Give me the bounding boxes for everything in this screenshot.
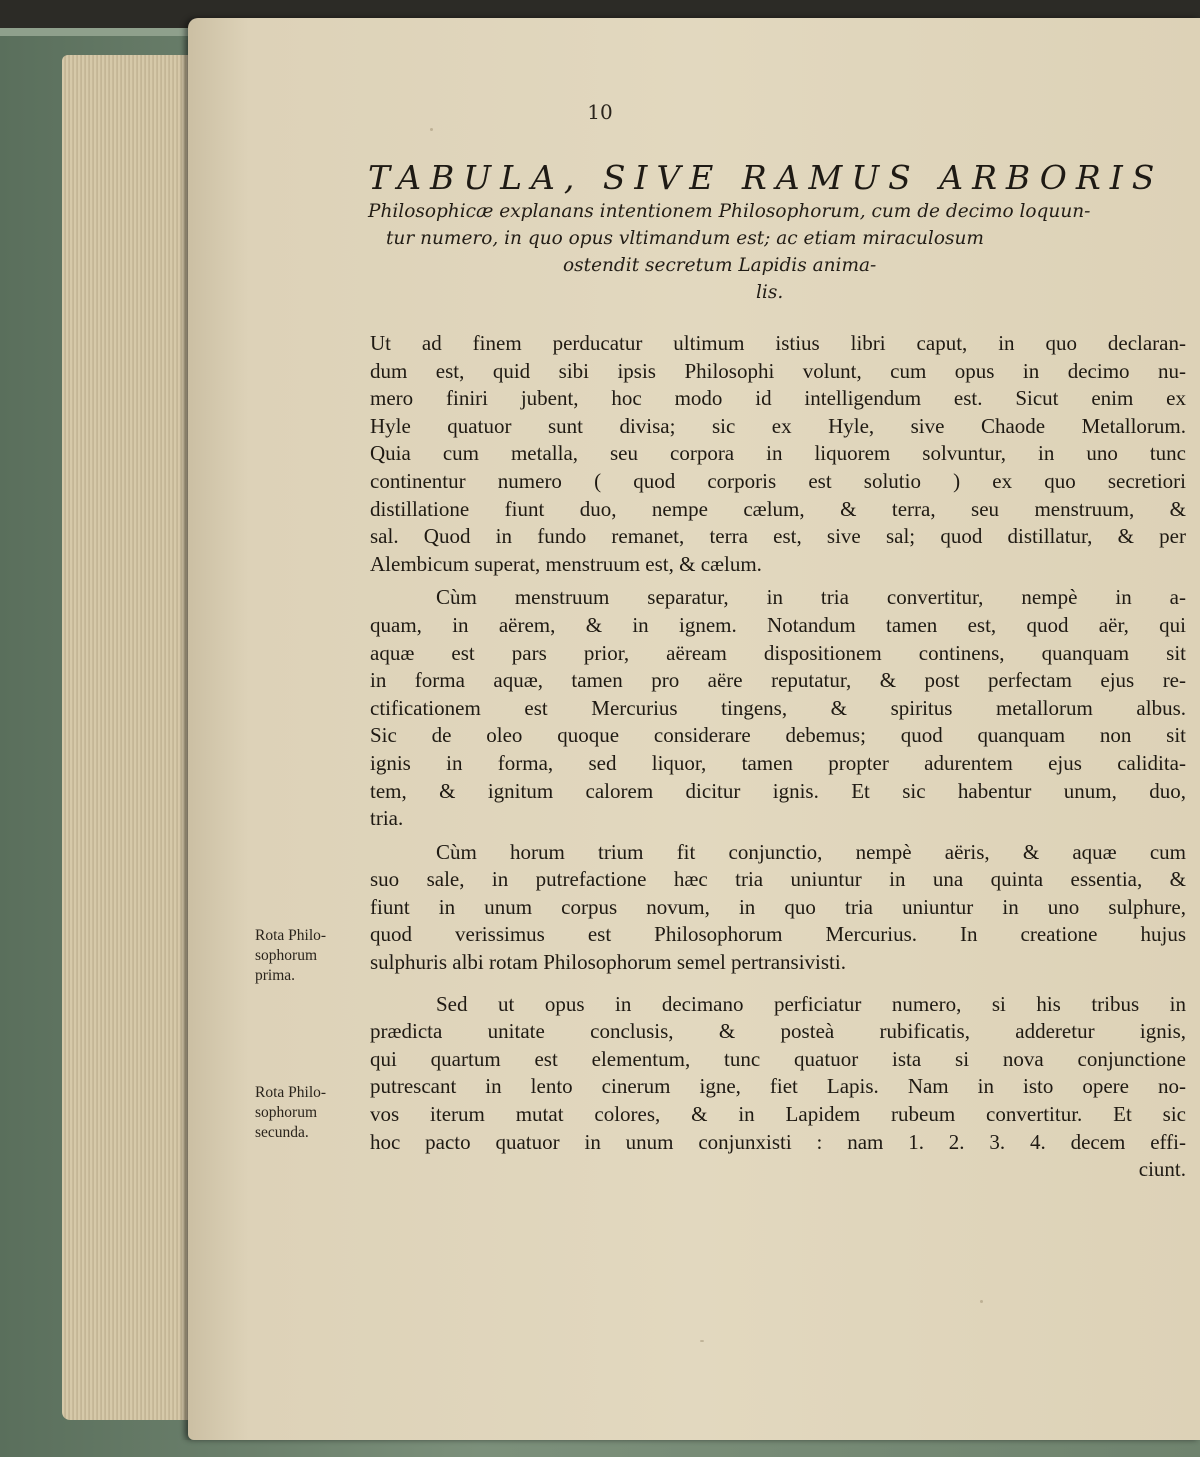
margin-note-line: secunda. (255, 1124, 309, 1141)
text-line: Sed ut opus in decimano perficiatur numero, si his tribus in (436, 991, 1186, 1016)
paragraph (370, 330, 1186, 578)
text-line: ctificationem est Mercurius tingens, & spiritus metallorum albus. (370, 695, 1186, 720)
text-line: Cùm menstruum separatur, in tria convertitur, nempè in a- (436, 585, 1186, 610)
margin-note (255, 926, 365, 986)
paper-speck (980, 1300, 983, 1303)
text-line: mero finiri jubent, hoc modo id intelligendum est. Sicut enim ex (370, 386, 1186, 411)
text-line: Sic de oleo quoque considerare debemus; quod quanquam non sit (370, 723, 1186, 748)
text-line: hoc pacto quatuor in unum conjunxisti : nam 1. 2. 3. 4. decem effi- (370, 1129, 1186, 1154)
text-line: dum est, quid sibi ipsis Philosophi volunt, cum opus in decimo nu- (370, 358, 1186, 383)
subtitle-line: ostendit secretum Lapidis anima- (563, 255, 877, 276)
text-line: Quia cum metalla, seu corpora in liquorem solvuntur, in uno tunc (370, 441, 1186, 466)
text-line: quod verissimus est Philosophorum Mercurius. In creatione hujus (370, 922, 1186, 947)
text-line: Alembicum superat, menstruum est, & cælum. (370, 551, 762, 576)
subtitle-line: Philosophicæ explanans intentionem Philosophorum, cum de decimo loquun- (368, 201, 1091, 222)
text-line: sulphuris albi rotam Philosophorum semel pertransivisti. (370, 950, 846, 975)
text-line: ciunt. (1138, 1157, 1186, 1182)
text-line: qui quartum est elementum, tunc quatuor ista si nova conjunctione (370, 1046, 1186, 1071)
paragraph (370, 584, 1186, 832)
text-line: vos iterum mutat colores, & in Lapidem rubeum convertitur. Et sic (370, 1102, 1186, 1127)
paper-speck (430, 128, 433, 131)
text-line: tria. (370, 806, 404, 831)
margin-note-line: Rota Philo- (255, 927, 327, 944)
margin-note-line: sophorum (255, 947, 317, 964)
text-line: aquæ est pars prior, aëream dispositionem continens, quanquam sit (370, 640, 1186, 665)
paper-speck (700, 1340, 704, 1342)
text-line: Hyle quatuor sunt divisa; sic ex Hyle, sive Chaode Metallorum. (370, 413, 1186, 438)
text-line: fiunt in unum corpus novum, in quo tria uniuntur in uno sulphure, (370, 894, 1186, 919)
subtitle (368, 198, 1183, 306)
text-line: suo sale, in putrefactione hæc tria uniuntur in una quinta essentia, & (370, 867, 1186, 892)
page-number: 10 (587, 100, 613, 124)
text-line: Ut ad finem perducatur ultimum istius libri caput, in quo declaran- (370, 331, 1186, 355)
subtitle-line: lis. (756, 282, 784, 303)
page-title: TABULA, SIVE RAMUS ARBORIS (368, 158, 1164, 197)
text-line: continentur numero ( quod corporis est solutio ) ex quo secretiori (370, 468, 1186, 493)
text-line: tem, & ignitum calorem dicitur ignis. Et sic habentur unum, duo, (370, 778, 1186, 803)
text-line: in forma aquæ, tamen pro aëre reputatur, & post perfectam ejus re- (370, 668, 1186, 693)
text-line: ignis in forma, sed liquor, tamen propter adurentem ejus calidita- (370, 750, 1186, 775)
margin-note-line: Rota Philo- (255, 1084, 327, 1101)
body-text (370, 330, 1186, 1184)
margin-note (255, 1083, 365, 1143)
text-line: sal. Quod in fundo remanet, terra est, sive sal; quod distillatur, & per (370, 524, 1186, 549)
margin-note-line: prima. (255, 967, 296, 984)
text-line: distillatione fiunt duo, nempe cælum, & terra, seu menstruum, & (370, 496, 1186, 521)
subtitle-line: tur numero, in quo opus vltimandum est; ac etiam miraculosum (386, 228, 984, 249)
paragraph (370, 839, 1186, 977)
text-line: quam, in aërem, & in ignem. Notandum tamen est, quod aër, qui (370, 612, 1186, 637)
text-line: putrescant in lento cinerum igne, fiet Lapis. Nam in isto opere no- (370, 1074, 1186, 1099)
text-line: prædicta unitate conclusis, & posteà rubificatis, adderetur ignis, (370, 1019, 1186, 1044)
text-line: Cùm horum trium fit conjunctio, nempè aëris, & aquæ cum (436, 839, 1186, 864)
margin-note-line: sophorum (255, 1104, 317, 1121)
paragraph (370, 991, 1186, 1184)
